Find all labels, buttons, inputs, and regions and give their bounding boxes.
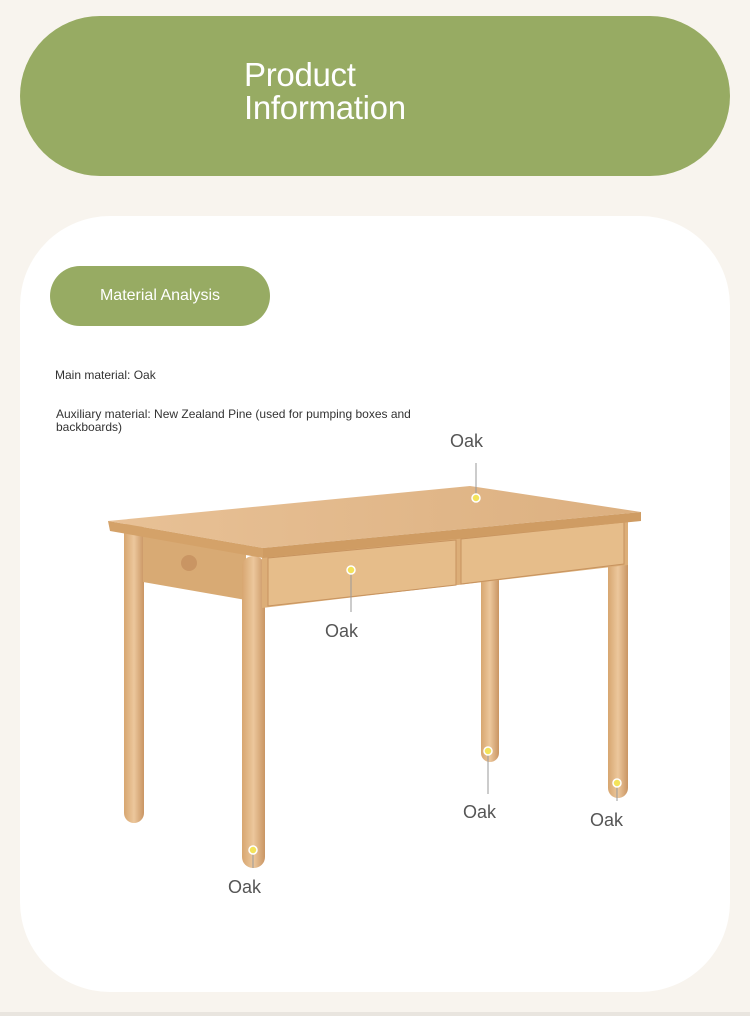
marker-right-leg [613,779,621,787]
callout-drawer: Oak [325,621,359,641]
bottom-divider [0,1012,750,1016]
marker-back-leg [484,747,492,755]
page-title-line1: Product [244,56,356,93]
auxiliary-material-text: Auxiliary material: New Zealand Pine (used for pumping boxes and backboards) [56,407,411,434]
back-left-leg [124,520,144,823]
main-material-text: Main material: Oak [55,368,156,382]
back-right-leg [481,570,499,762]
callout-back-leg: Oak [463,802,497,822]
marker-top [472,494,480,502]
section-badge-label: Material Analysis [99,287,221,304]
front-right-leg [608,540,628,798]
callout-top: Oak [450,431,484,451]
marker-front-leg [249,846,257,854]
page-title-line2: Information [244,89,406,126]
callout-front-leg: Oak [228,877,262,897]
side-hook [181,555,197,571]
callout-right-leg: Oak [590,810,624,830]
front-left-leg [242,556,265,868]
marker-drawer [347,566,355,574]
